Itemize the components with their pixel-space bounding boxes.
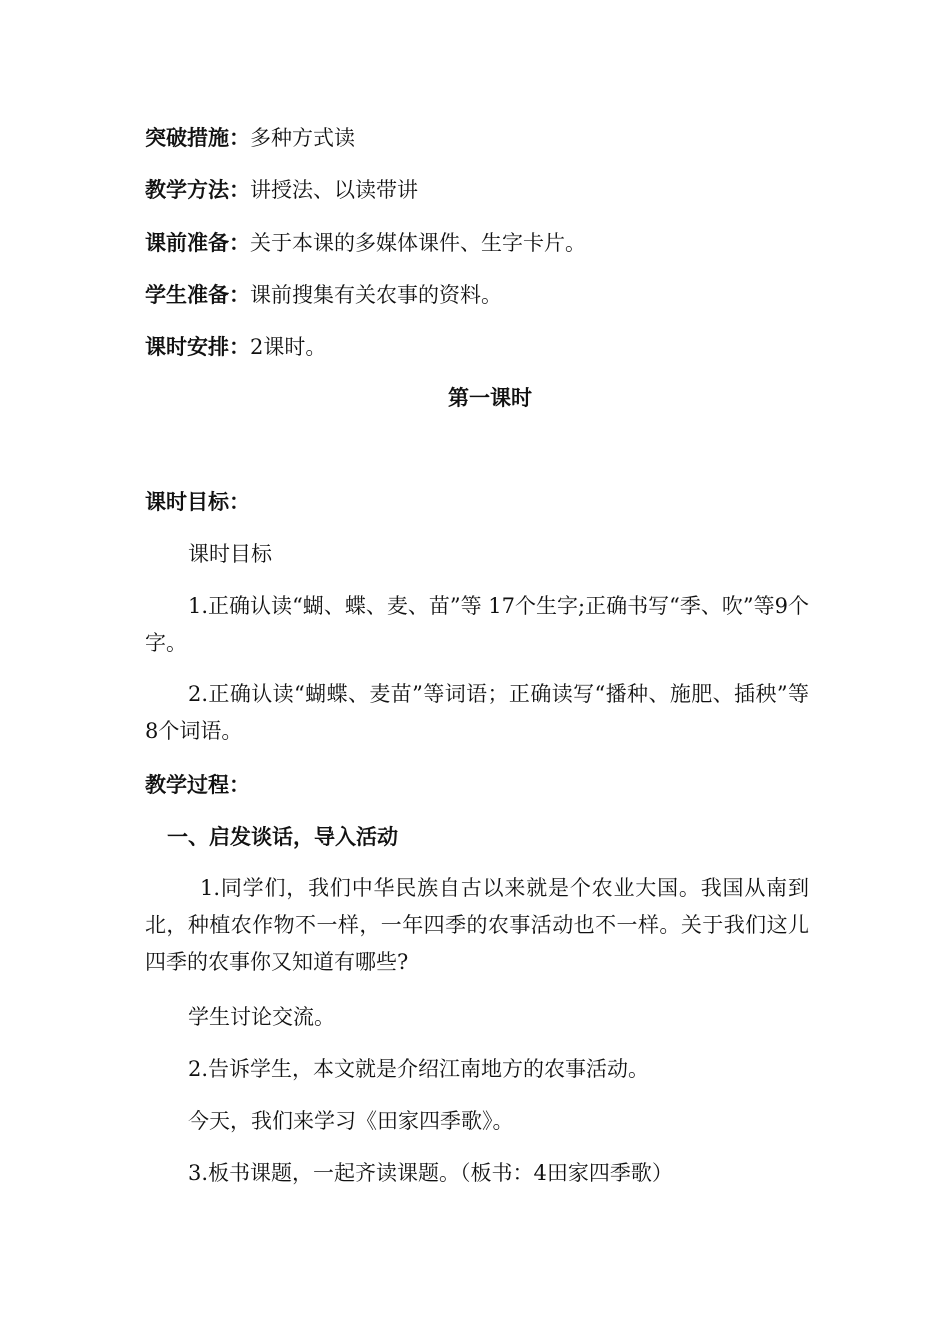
method-label: 教学方法： — [145, 177, 250, 202]
process-paragraph-1: 1.同学们，我们中华民族自古以来就是个农业大国。我国从南到北，种植农作物不一样，一年四季的农事活动也不一样。关于我们这儿四季的农事你又知道有哪些? — [145, 876, 809, 974]
schedule-value: 2课时。 — [250, 335, 327, 359]
objective-item-2: 2.正确认读“蝴蝶、麦苗”等词语；正确读写“播种、施肥、插秧”等8个词语。 — [145, 682, 809, 743]
process-paragraph-5: 3.板书课题，一起齐读课题。（板书：4田家四季歌） — [188, 1161, 673, 1185]
prep-class-label: 课前准备： — [145, 230, 250, 255]
breakthrough-label: 突破措施： — [145, 125, 250, 150]
schedule-label: 课时安排： — [145, 334, 250, 359]
section1-title: 一、启发谈话，导入活动 — [167, 824, 398, 849]
objectives-heading: 课时目标： — [145, 489, 250, 514]
prep-student-value: 课前搜集有关农事的资料。 — [250, 283, 502, 307]
breakthrough-line — [145, 126, 355, 150]
breakthrough-value: 多种方式读 — [250, 126, 355, 150]
objectives-subheading: 课时目标 — [188, 542, 272, 566]
lesson-heading: 第一课时 — [448, 385, 532, 410]
objective-item-1: 1.正确认读“蝴、蝶、麦、苗”等 17个生字;正确书写“季、吹”等9个字。 — [145, 594, 809, 655]
process-paragraph-3: 2.告诉学生，本文就是介绍江南地方的农事活动。 — [188, 1057, 650, 1081]
method-value: 讲授法、以读带讲 — [250, 178, 418, 202]
schedule-line — [145, 335, 326, 359]
process-heading: 教学过程： — [145, 772, 250, 797]
method-line — [145, 178, 418, 202]
process-paragraph-2: 学生讨论交流。 — [188, 1005, 335, 1029]
prep-class-line — [145, 231, 586, 255]
process-paragraph-4: 今天，我们来学习《田家四季歌》。 — [188, 1109, 514, 1133]
prep-class-value: 关于本课的多媒体课件、生字卡片。 — [250, 231, 586, 255]
prep-student-line — [145, 283, 502, 307]
prep-student-label: 学生准备： — [145, 282, 250, 307]
